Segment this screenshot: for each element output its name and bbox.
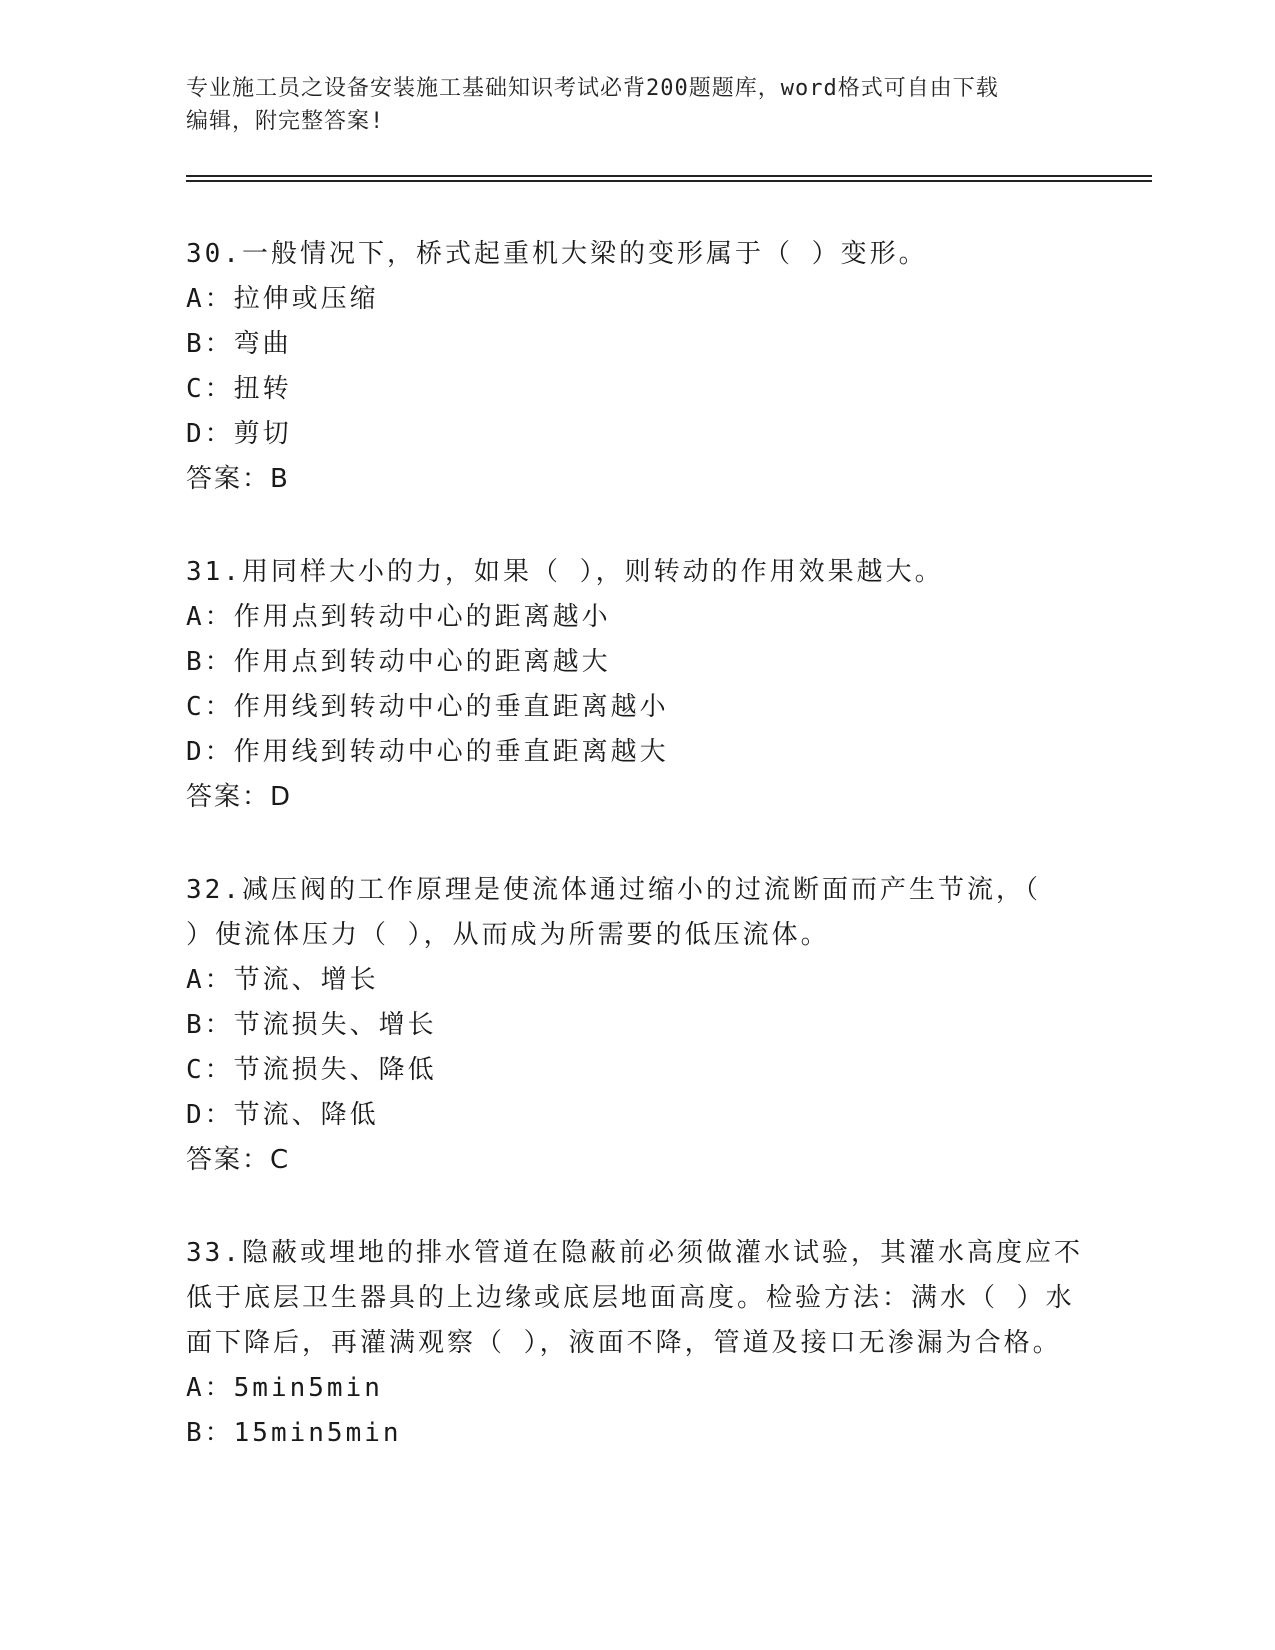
option-d: D：剪切 [186,419,292,449]
option-b: B：作用点到转动中心的距离越大 [186,647,611,677]
option-a: A：拉伸或压缩 [186,284,379,314]
answer: 答案：C [186,1145,291,1175]
question-stem: 31.用同样大小的力，如果（ ），则转动的作用效果越大。 [186,557,944,587]
header-line-2: 编辑，附完整答案! [186,109,385,134]
question-stem-line-2: ）使流体压力（ ），从而成为所需要的低压流体。 [186,920,830,950]
option-b: B：弯曲 [186,329,292,359]
answer: 答案：B [186,464,290,494]
question-stem-line-3: 面下降后，再灌满观察（ ），液面不降，管道及接口无渗漏为合格。 [186,1328,1062,1358]
option-d: D：节流、降低 [186,1100,379,1130]
answer: 答案：D [186,782,293,812]
question-stem-line-1: 32.减压阀的工作原理是使流体通过缩小的过流断面而产生节流，（ [186,875,1041,905]
question-32 [186,868,1086,1183]
header-divider-top [186,175,1152,177]
question-stem-line-2: 低于底层卫生器具的上边缘或底层地面高度。检验方法：满水（ ）水 [186,1283,1075,1313]
option-a: A：5min5min [186,1373,383,1403]
option-b: B：15min5min [186,1418,402,1448]
question-stem-line-1: 33.隐蔽或埋地的排水管道在隐蔽前必须做灌水试验，其灌水高度应不 [186,1238,1083,1268]
header-line-1: 专业施工员之设备安装施工基础知识考试必背200题题库，word格式可自由下载 [186,76,999,101]
option-b: B：节流损失、增长 [186,1010,437,1040]
question-30 [186,232,1086,502]
question-31 [186,550,1086,820]
option-a: A：作用点到转动中心的距离越小 [186,602,611,632]
option-c: C：节流损失、降低 [186,1055,437,1085]
option-c: C：作用线到转动中心的垂直距离越小 [186,692,669,722]
header-divider-bottom [186,180,1152,182]
question-stem: 30.一般情况下，桥式起重机大梁的变形属于（ ）变形。 [186,239,928,269]
question-33 [186,1231,1086,1456]
option-d: D：作用线到转动中心的垂直距离越大 [186,737,669,767]
document-header [186,72,1066,138]
option-a: A：节流、增长 [186,965,379,995]
option-c: C：扭转 [186,374,292,404]
question-list [186,232,1086,1504]
